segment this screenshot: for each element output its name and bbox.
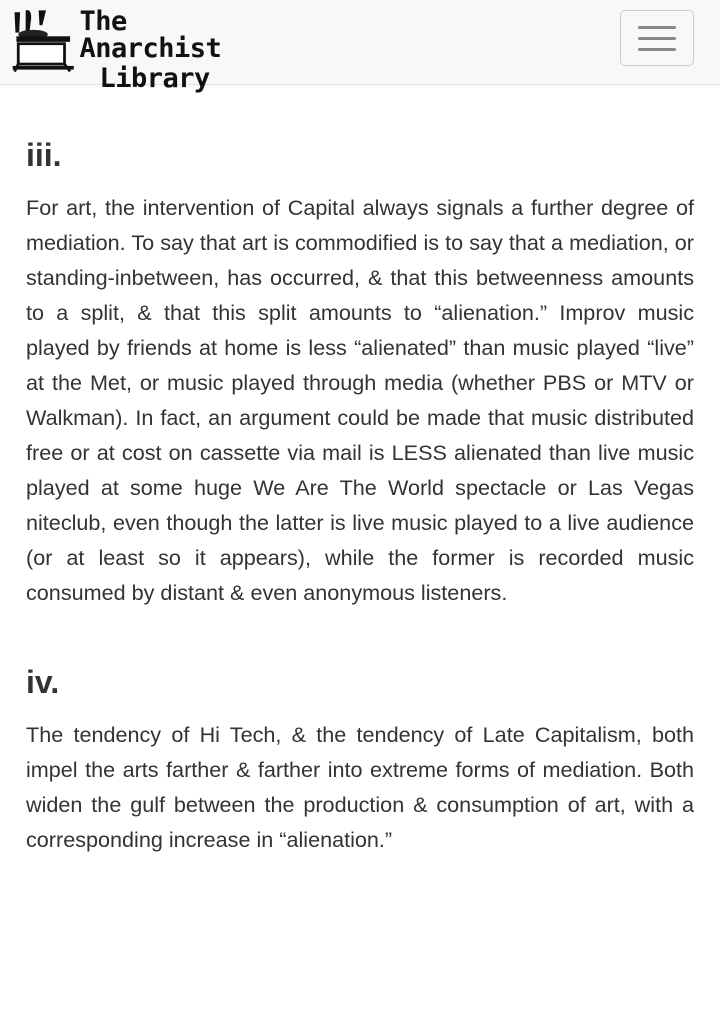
hamburger-menu-icon-bar [638, 37, 676, 40]
logo-title-line1: The Anarchist [79, 6, 222, 64]
hamburger-menu-icon-bar [638, 48, 676, 51]
menu-toggle-button[interactable] [620, 10, 694, 66]
article-content [0, 85, 720, 857]
section-heading: iv. [26, 664, 60, 700]
section-paragraph: For art, the intervention of Capital always signals a further degree of mediation. To say that art is commodified is to say that a mediation, or standing-inbetween, has occurred, & that this betweenness amounts to a split, & that this split amounts to “alienation.” Improv music played by friends at home is less “alienated” than music played “live” at the Met, or music played through media (whether PBS or MTV or Walkman). In fact, an argument could be made that music distributed free or at cost on cassette via mail is LESS alienated than live music played at some huge We Are The World spectacle or Las Vegas niteclub, even though the latter is live music played to a live audience (or at least so it appears), while the former is recorded music consumed by distant & even anonymous listeners. [26, 195, 694, 605]
logo-title-line2: Library [99, 63, 210, 94]
section-heading: iii. [26, 137, 62, 173]
hamburger-menu-icon [638, 26, 676, 29]
navbar [0, 0, 720, 94]
logo-text [79, 4, 269, 92]
site-logo[interactable] [9, 4, 269, 94]
section-paragraph: The tendency of Hi Tech, & the tendency of Late Capitalism, both impel the arts farther & farther into extreme forms of mediation. Both widen the gulf between the production & consumption of art, with a corresponding increase in “alienation.” [26, 722, 694, 852]
anarchist-library-logo-icon [9, 4, 77, 76]
